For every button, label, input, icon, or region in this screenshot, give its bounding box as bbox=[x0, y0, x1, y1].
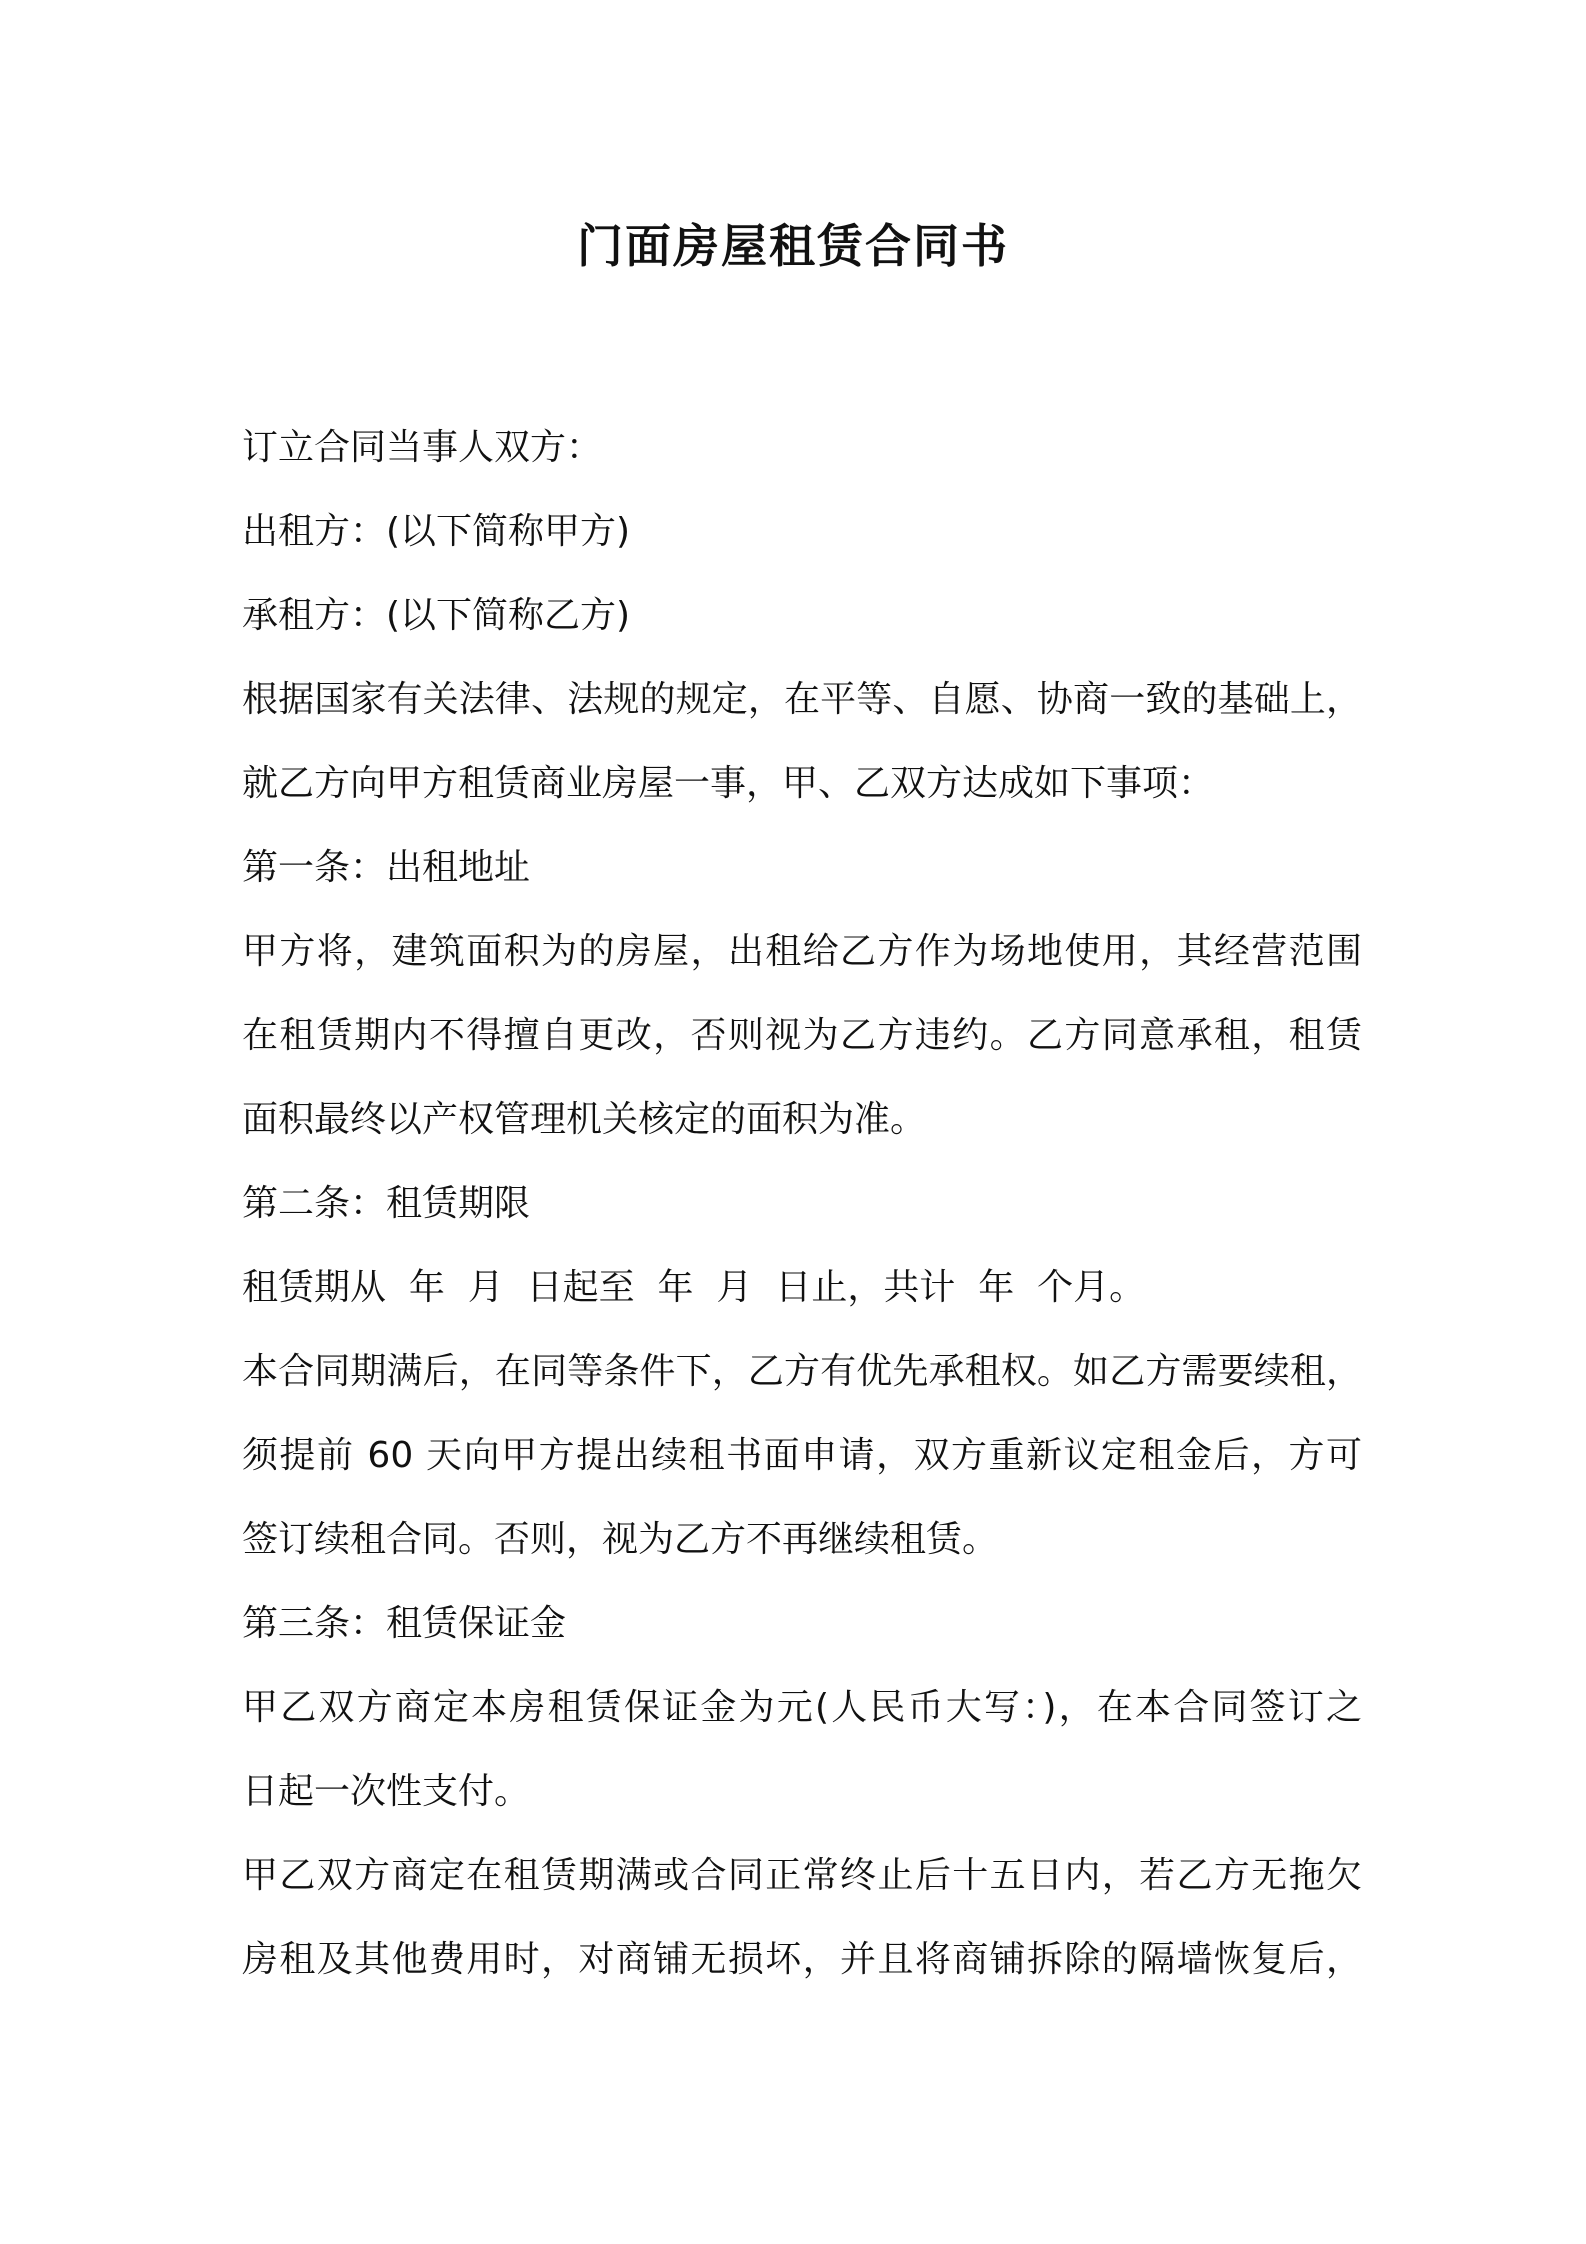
document-title: 门面房屋租赁合同书 bbox=[577, 219, 1009, 273]
preamble-line: 就乙方向甲方租赁商业房屋一事，甲、乙双方达成如下事项： bbox=[242, 763, 1215, 804]
preamble-line: 根据国家有关法律、法规的规定，在平等、自愿、协商一致的基础上， bbox=[242, 679, 1362, 720]
paragraph-line: 租赁期从 年 月 日起至 年 月 日止，共计 年 个月。 bbox=[242, 1267, 1146, 1308]
article-heading: 第三条：租赁保证金 bbox=[242, 1603, 567, 1644]
article-heading: 第二条：租赁期限 bbox=[242, 1183, 531, 1224]
paragraph-line: 房租及其他费用时，对商铺无损坏，并且将商铺拆除的隔墙恢复后， bbox=[242, 1939, 1362, 1980]
paragraph-line: 面积最终以产权管理机关核定的面积为准。 bbox=[242, 1099, 927, 1140]
paragraph-line: 本合同期满后，在同等条件下，乙方有优先承租权。如乙方需要续租， bbox=[242, 1351, 1362, 1392]
paragraph-line: 日起一次性支付。 bbox=[242, 1771, 531, 1812]
parties-heading: 订立合同当事人双方： bbox=[242, 427, 603, 468]
document-body bbox=[242, 406, 1362, 2002]
paragraph-line: 甲方将，建筑面积为的房屋，出租给乙方作为场地使用，其经营范围 bbox=[242, 931, 1362, 972]
paragraph-line: 须提前 60 天向甲方提出续租书面申请，双方重新议定租金后，方可 bbox=[242, 1435, 1362, 1476]
lessee-line: 承租方：(以下简称乙方) bbox=[242, 595, 631, 636]
article-heading: 第一条：出租地址 bbox=[242, 847, 531, 888]
paragraph-line: 甲乙双方商定在租赁期满或合同正常终止后十五日内，若乙方无拖欠 bbox=[242, 1855, 1362, 1896]
paragraph-line: 甲乙双方商定本房租赁保证金为元(人民币大写：)，在本合同签订之 bbox=[242, 1687, 1362, 1728]
paragraph-line: 签订续租合同。否则，视为乙方不再继续租赁。 bbox=[242, 1519, 999, 1560]
lessor-line: 出租方：(以下简称甲方) bbox=[242, 511, 631, 552]
paragraph-line: 在租赁期内不得擅自更改，否则视为乙方违约。乙方同意承租，租赁 bbox=[242, 1015, 1362, 1056]
